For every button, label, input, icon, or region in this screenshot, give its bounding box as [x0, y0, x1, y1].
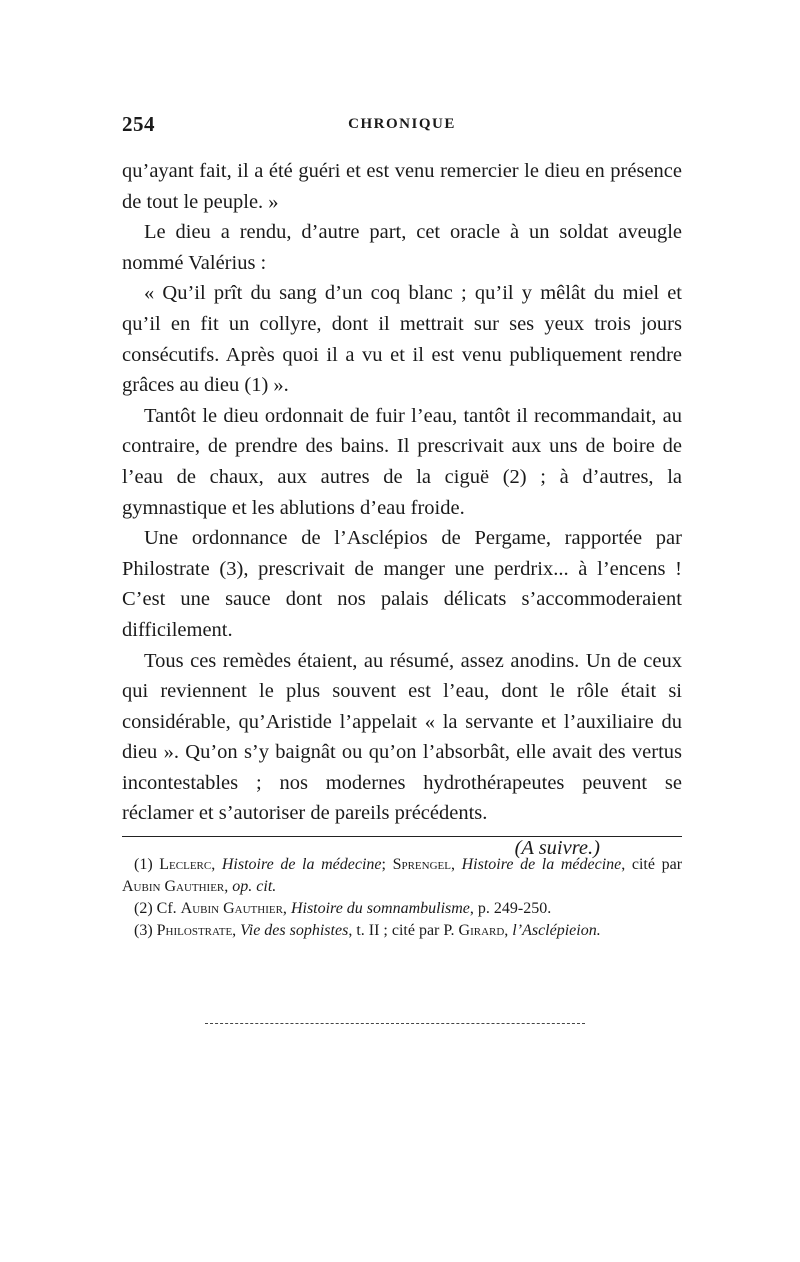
footnote-title: Vie des sophistes — [240, 922, 349, 939]
footnote-title: l’Asclépieion. — [512, 922, 601, 939]
footnote-author: Aubin Gauthier, — [180, 900, 287, 917]
running-head — [122, 112, 682, 142]
page-number: 254 — [122, 112, 155, 136]
footnote-text: , p. 249-250. — [469, 900, 552, 917]
footnote-text: Cf. — [156, 900, 177, 917]
footnote-1 — [122, 854, 682, 898]
footnote-title: Histoire du somnambulisme — [290, 900, 470, 917]
footnote-title: op. cit. — [232, 878, 277, 895]
to-be-continued: (A suivre.) — [514, 837, 600, 860]
paragraph: Tantôt le dieu ordonnait de fuir l’eau, tantôt il recommandait, au contraire, de prendre des bains. Il prescrivait aux uns de boire de l’eau de chaux, aux autres de la ciguë (2) ; à d’autres, la gymnastique et les ablutions d’eau froide. — [122, 404, 682, 519]
footnote-author: Philostrate, — [156, 922, 237, 939]
footnote-author: Leclerc, — [159, 856, 216, 873]
footnote-marker: (2) — [134, 900, 153, 917]
footnote-3 — [122, 920, 682, 942]
paragraph-continued: qu’ayant fait, il a été guéri et est venu remercier le dieu en présence de tout le peuple. » — [122, 160, 682, 213]
body-text — [122, 156, 682, 864]
footnote-marker: (1) — [134, 856, 153, 873]
footnote-title: Histoire de la médecine — [461, 856, 622, 873]
footnote-author: Aubin Gauthier, — [122, 878, 229, 895]
paragraph-quote: « Qu’il prît du sang d’un coq blanc ; qu’il y mêlât du miel et qu’il en fit un collyre, dont il mettrait sur ses yeux trois jours consécutifs. Après quoi il a vu et il est venu publiquement rendre grâces au dieu (1) ». — [122, 282, 682, 397]
paragraph: Tous ces remèdes étaient, au résumé, assez anodins. Un de ceux qui reviennent le plus souvent est l’eau, dont le rôle était si considérable, qu’Aristide l’appelait « la servante et l’auxiliaire du dieu ». Qu’on s’y baignât ou qu’on l’absorbât, elle avait des vertus incontestables ; nos modernes hydrothérapeutes peuvent se réclamer et s’autoriser de pareils précédents. — [122, 649, 682, 825]
footnote-title: Histoire de la médecine — [221, 856, 382, 873]
running-title: CHRONIQUE — [348, 116, 456, 132]
footnote-author: Sprengel, — [392, 856, 455, 873]
footnote-text: ; — [381, 856, 393, 873]
footnote-marker: (3) — [134, 922, 153, 939]
footnote-author: P. Girard, — [443, 922, 509, 939]
footnote-2 — [122, 898, 682, 920]
end-ornament-rule — [205, 1023, 585, 1024]
footnote-text: , cité par — [621, 856, 683, 873]
footnote-separator — [122, 836, 682, 837]
footnote-text: , t. II ; cité par — [348, 922, 440, 939]
paragraph: Le dieu a rendu, d’autre part, cet oracle à un soldat aveugle nommé Valérius : — [122, 221, 682, 274]
footnotes — [122, 854, 682, 942]
paragraph: Une ordonnance de l’Asclépios de Pergame, rapportée par Philostrate (3), prescrivait de manger une perdrix... à l’encens ! C’est une sauce dont nos palais délicats s’accommoderaient difficilement. — [122, 527, 682, 641]
